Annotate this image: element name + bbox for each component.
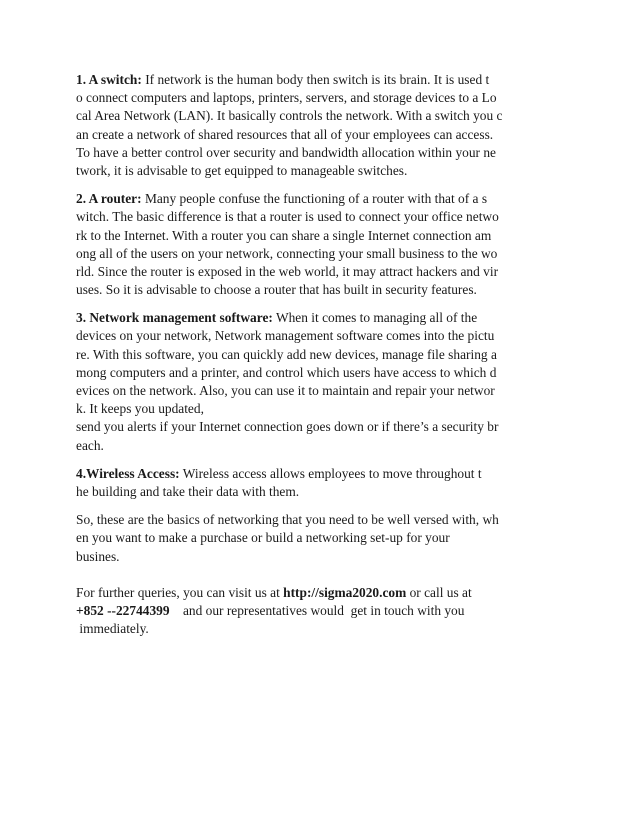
paragraph-line: re. With this software, you can quickly add new devices, manage file sharing a — [76, 346, 497, 362]
paragraph-line: an create a network of shared resources that all of your employees can access. — [76, 126, 494, 142]
paragraph-contact — [76, 584, 576, 639]
paragraph-line: he building and take their data with them. — [76, 483, 300, 499]
contact-line: immediately. — [76, 621, 149, 637]
heading-network-management: 3. Network management software: — [76, 310, 273, 326]
paragraph-line: 1. A switch: If network is the human body then switch is its brain. It is used t — [76, 72, 490, 87]
paragraph-line: k. It keeps you updated, — [76, 401, 204, 417]
heading-router: 2. A router: — [76, 191, 142, 207]
paragraph-line: busines. — [76, 548, 120, 564]
paragraph-summary — [76, 511, 576, 566]
paragraph-line: rld. Since the router is exposed in the web world, it may attract hackers and vir — [76, 263, 499, 279]
paragraph-router — [76, 190, 576, 299]
paragraph-line: 4.Wireless Access: Wireless access allows employees to move throughout t — [76, 465, 482, 481]
paragraph-line: evices on the network. Also, you can use it to maintain and repair your networ — [76, 383, 495, 398]
phone-number: +852 --22744399 — [76, 602, 170, 618]
paragraph-line: mong computers and a printer, and control which users have access to which d — [76, 364, 497, 380]
paragraph-network-management — [76, 309, 576, 455]
paragraph-switch — [76, 71, 576, 180]
heading-wireless-access: 4.Wireless Access: — [76, 465, 180, 481]
paragraph-line: en you want to make a purchase or build a networking set-up for your — [76, 530, 450, 546]
contact-line: +852 --22744399 and our representatives would get in touch with you — [76, 602, 465, 618]
document-page — [76, 71, 576, 648]
paragraph-line: ong all of the users on your network, connecting your small business to the wo — [76, 245, 498, 261]
paragraph-line: To have a better control over security and bandwidth allocation within your ne — [76, 144, 496, 160]
paragraph-line: cal Area Network (LAN). It basically controls the network. With a switch you c — [76, 108, 503, 124]
paragraph-line: witch. The basic difference is that a router is used to connect your office netwo — [76, 209, 499, 225]
paragraph-wireless-access — [76, 465, 576, 501]
paragraph-line: uses. So it is advisable to choose a router that has built in security features. — [76, 282, 477, 298]
contact-line: For further queries, you can visit us at http://sigma2020.com or call us at — [76, 584, 472, 600]
heading-switch: 1. A switch: — [76, 72, 142, 87]
paragraph-line: devices on your network, Network management software comes into the pictu — [76, 328, 495, 344]
paragraph-line: send you alerts if your Internet connection goes down or if there’s a security br — [76, 419, 499, 435]
paragraph-line: o connect computers and laptops, printers, servers, and storage devices to a Lo — [76, 90, 497, 106]
paragraph-line: twork, it is advisable to get equipped to manageable switches. — [76, 162, 408, 178]
website-link: http://sigma2020.com — [283, 584, 407, 600]
paragraph-line: So, these are the basics of networking that you need to be well versed with, wh — [76, 512, 499, 528]
paragraph-line: rk to the Internet. With a router you can share a single Internet connection am — [76, 227, 492, 243]
paragraph-line: 2. A router: Many people confuse the functioning of a router with that of a s — [76, 191, 488, 207]
paragraph-line: each. — [76, 437, 104, 453]
paragraph-line: 3. Network management software: When it comes to managing all of the — [76, 310, 478, 326]
